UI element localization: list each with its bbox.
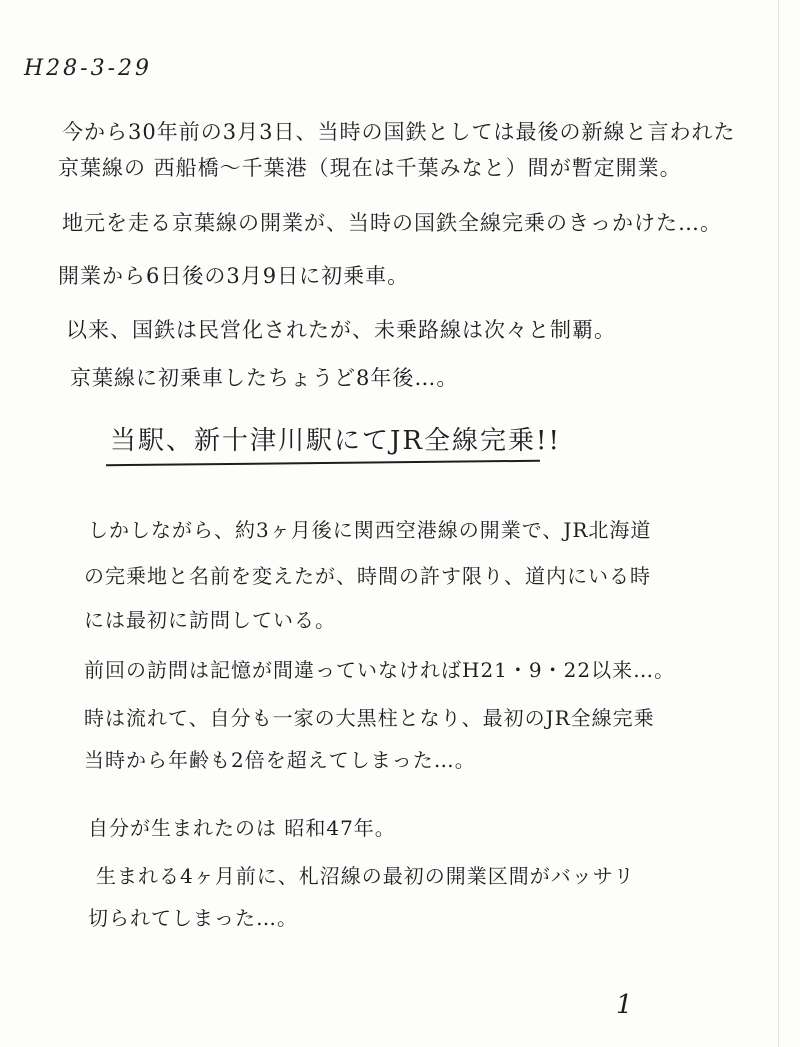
text-line-11: 時は流れて、自分も一家の大黒柱となり、最初のJR全線完乗	[84, 706, 655, 730]
text-line-9: には最初に訪問している。	[84, 608, 336, 632]
text-line-4: 開業から6日後の3月9日に初乗車。	[58, 264, 410, 288]
page-number: 1	[616, 990, 634, 1020]
text-line-1: 今から30年前の3月3日、当時の国鉄としては最後の新線と言われた	[62, 120, 736, 144]
text-line-7: しかしながら、約3ヶ月後に関西空港線の開業で、JR北海道	[88, 518, 652, 542]
text-line-12: 当時から年齢も2倍を超えてしまった…。	[84, 748, 476, 772]
headline-underline	[106, 460, 540, 467]
text-line-2: 京葉線の 西船橋〜千葉港（現在は千葉みなと）間が暫定開業。	[58, 156, 682, 180]
text-line-14: 生まれる4ヶ月前に、札沼線の最初の開業区間がバッサリ	[96, 864, 635, 888]
text-line-13: 自分が生まれたのは 昭和47年。	[88, 816, 396, 840]
text-line-5: 以来、国鉄は民営化されたが、未乗路線は次々と制覇。	[66, 318, 616, 342]
text-line-6: 京葉線に初乗車したちょうど8年後…。	[70, 366, 459, 390]
page-edge-line	[778, 0, 779, 1047]
text-line-8: の完乗地と名前を変えたが、時間の許す限り、道内にいる時	[84, 564, 651, 588]
text-line-10: 前回の訪問は記憶が間違っていなければH21・9・22以来…。	[84, 658, 676, 682]
text-line-15: 切られてしまった…。	[88, 906, 298, 930]
headline: 当駅、新十津川駅にてJR全線完乗!!	[110, 426, 561, 456]
text-line-3: 地元を走る京葉線の開業が、当時の国鉄全線完乗のきっかけた…。	[62, 211, 722, 235]
date-heading: H28-3-29	[24, 56, 153, 81]
